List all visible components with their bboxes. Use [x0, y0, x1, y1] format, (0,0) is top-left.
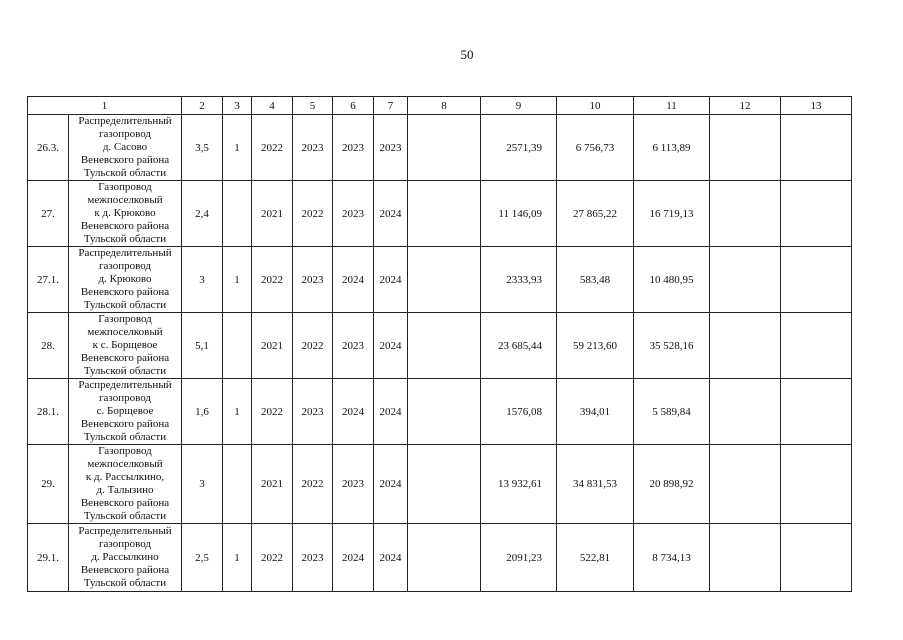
cell-col-7: 2024 — [374, 247, 408, 313]
cell-col-6: 2023 — [333, 115, 374, 181]
cell-col-13 — [781, 524, 852, 592]
cell-col-9: 23 685,44 — [481, 313, 557, 379]
cell-col-12 — [710, 247, 781, 313]
header-cell-3: 3 — [223, 97, 252, 115]
cell-col-6: 2024 — [333, 524, 374, 592]
cell-col-13 — [781, 313, 852, 379]
object-name-line: к д. Рассылкино, — [85, 471, 165, 483]
object-name-line: межпоселковый — [87, 326, 163, 338]
row-number: 29. — [28, 445, 69, 524]
cell-col-5: 2023 — [293, 115, 333, 181]
cell-col-12 — [710, 524, 781, 592]
cell-col-5: 2022 — [293, 445, 333, 524]
object-name-line: Веневского района — [80, 497, 170, 509]
cell-col-3: 1 — [223, 524, 252, 592]
cell-col-2: 3,5 — [182, 115, 223, 181]
page-number: 50 — [460, 47, 474, 62]
object-name — [69, 115, 182, 181]
cell-col-11: 16 719,13 — [634, 181, 710, 247]
object-name-line: Тульской области — [83, 167, 167, 179]
cell-col-3: 1 — [223, 115, 252, 181]
cell-col-12 — [710, 313, 781, 379]
cell-col-11: 35 528,16 — [634, 313, 710, 379]
row-number: 26.3. — [28, 115, 69, 181]
object-name-line: Веневского района — [80, 286, 170, 298]
header-cell-13: 13 — [781, 97, 852, 115]
cell-col-11: 6 113,89 — [634, 115, 710, 181]
cell-col-12 — [710, 379, 781, 445]
table-row — [28, 181, 852, 247]
object-name — [69, 181, 182, 247]
cell-col-12 — [710, 181, 781, 247]
object-name-line: Тульской области — [83, 577, 167, 589]
object-name-line: Распределительный — [78, 247, 172, 259]
object-name-line: к д. Крюково — [94, 207, 156, 219]
cell-col-10: 27 865,22 — [557, 181, 634, 247]
object-name-line: д. Сасово — [102, 141, 148, 153]
header-cell-4: 4 — [252, 97, 293, 115]
header-cell-8: 8 — [408, 97, 481, 115]
cell-col-13 — [781, 445, 852, 524]
cell-col-6: 2024 — [333, 247, 374, 313]
object-name-line: Распределительный — [78, 115, 172, 127]
cell-col-9: 2333,93 — [481, 247, 557, 313]
cell-col-10: 394,01 — [557, 379, 634, 445]
object-name — [69, 379, 182, 445]
cell-col-7: 2024 — [374, 524, 408, 592]
object-name-line: межпоселковый — [87, 194, 163, 206]
cell-col-5: 2022 — [293, 313, 333, 379]
cell-col-11: 8 734,13 — [634, 524, 710, 592]
cell-col-6: 2023 — [333, 181, 374, 247]
object-name-line: Распределительный — [78, 525, 172, 537]
cell-col-10: 522,81 — [557, 524, 634, 592]
header-cell-2: 2 — [182, 97, 223, 115]
object-name — [69, 445, 182, 524]
cell-col-5: 2023 — [293, 524, 333, 592]
object-name — [69, 313, 182, 379]
cell-col-8 — [408, 181, 481, 247]
object-name-line: с. Борщевое — [96, 405, 154, 417]
cell-col-3 — [223, 445, 252, 524]
cell-col-13 — [781, 379, 852, 445]
object-name-line: Веневского района — [80, 352, 170, 364]
cell-col-8 — [408, 247, 481, 313]
cell-col-4: 2021 — [252, 313, 293, 379]
cell-col-7: 2024 — [374, 181, 408, 247]
cell-col-4: 2022 — [252, 115, 293, 181]
cell-col-11: 20 898,92 — [634, 445, 710, 524]
cell-col-4: 2022 — [252, 524, 293, 592]
cell-col-9: 11 146,09 — [481, 181, 557, 247]
object-name-line: газопровод — [99, 260, 151, 272]
cell-col-10: 583,48 — [557, 247, 634, 313]
header-cell-11: 11 — [634, 97, 710, 115]
cell-col-2: 3 — [182, 247, 223, 313]
cell-col-12 — [710, 445, 781, 524]
object-name-line: д. Крюково — [98, 273, 152, 285]
object-name-line: Распределительный — [78, 379, 172, 391]
cell-col-3 — [223, 313, 252, 379]
header-cell-5: 5 — [293, 97, 333, 115]
object-name-line: Веневского района — [80, 154, 170, 166]
cell-col-5: 2023 — [293, 379, 333, 445]
header-cell-1: 1 — [28, 97, 182, 115]
cell-col-3: 1 — [223, 247, 252, 313]
cell-col-2: 1,6 — [182, 379, 223, 445]
cell-col-9: 1576,08 — [481, 379, 557, 445]
object-name-line: Тульской области — [83, 233, 167, 245]
cell-col-6: 2024 — [333, 379, 374, 445]
object-name-line: Веневского района — [80, 220, 170, 232]
data-table — [27, 96, 852, 592]
object-name — [69, 247, 182, 313]
object-name-line: газопровод — [99, 538, 151, 550]
object-name-line: Тульской области — [83, 299, 167, 311]
cell-col-9: 2571,39 — [481, 115, 557, 181]
object-name-line: Газопровод — [98, 313, 152, 325]
object-name-line: Тульской области — [83, 431, 167, 443]
cell-col-4: 2021 — [252, 445, 293, 524]
cell-col-7: 2024 — [374, 445, 408, 524]
object-name-line: газопровод — [99, 128, 151, 140]
table-row — [28, 247, 852, 313]
cell-col-7: 2024 — [374, 379, 408, 445]
object-name-line: д. Рассылкино — [91, 551, 159, 563]
cell-col-5: 2022 — [293, 181, 333, 247]
header-cell-9: 9 — [481, 97, 557, 115]
object-name-line: Тульской области — [83, 365, 167, 377]
row-number: 28.1. — [28, 379, 69, 445]
cell-col-9: 2091,23 — [481, 524, 557, 592]
cell-col-2: 2,4 — [182, 181, 223, 247]
cell-col-7: 2023 — [374, 115, 408, 181]
table-body — [28, 115, 852, 592]
cell-col-4: 2022 — [252, 247, 293, 313]
header-cell-6: 6 — [333, 97, 374, 115]
cell-col-3 — [223, 181, 252, 247]
object-name-line: Веневского района — [80, 564, 170, 576]
table-row — [28, 115, 852, 181]
object-name — [69, 524, 182, 592]
cell-col-3: 1 — [223, 379, 252, 445]
cell-col-7: 2024 — [374, 313, 408, 379]
object-name-line: Веневского района — [80, 418, 170, 430]
object-name-line: межпоселковый — [87, 458, 163, 470]
header-cell-7: 7 — [374, 97, 408, 115]
cell-col-11: 5 589,84 — [634, 379, 710, 445]
object-name-line: д. Талызино — [96, 484, 154, 496]
cell-col-2: 2,5 — [182, 524, 223, 592]
cell-col-2: 5,1 — [182, 313, 223, 379]
object-name-line: к с. Борщевое — [92, 339, 158, 351]
object-name-line: Газопровод — [98, 181, 152, 193]
cell-col-2: 3 — [182, 445, 223, 524]
row-number: 27. — [28, 181, 69, 247]
cell-col-8 — [408, 445, 481, 524]
cell-col-13 — [781, 115, 852, 181]
cell-col-10: 6 756,73 — [557, 115, 634, 181]
cell-col-8 — [408, 313, 481, 379]
cell-col-13 — [781, 247, 852, 313]
row-number: 29.1. — [28, 524, 69, 592]
table-row — [28, 379, 852, 445]
cell-col-12 — [710, 115, 781, 181]
cell-col-6: 2023 — [333, 445, 374, 524]
table-row — [28, 313, 852, 379]
cell-col-10: 34 831,53 — [557, 445, 634, 524]
cell-col-9: 13 932,61 — [481, 445, 557, 524]
cell-col-4: 2022 — [252, 379, 293, 445]
cell-col-8 — [408, 379, 481, 445]
cell-col-5: 2023 — [293, 247, 333, 313]
cell-col-10: 59 213,60 — [557, 313, 634, 379]
cell-col-4: 2021 — [252, 181, 293, 247]
object-name-line: газопровод — [99, 392, 151, 404]
row-number: 28. — [28, 313, 69, 379]
object-name-line: Газопровод — [98, 445, 152, 457]
header-cell-10: 10 — [557, 97, 634, 115]
header-cell-12: 12 — [710, 97, 781, 115]
cell-col-11: 10 480,95 — [634, 247, 710, 313]
row-number: 27.1. — [28, 247, 69, 313]
object-name-line: Тульской области — [83, 510, 167, 522]
cell-col-6: 2023 — [333, 313, 374, 379]
cell-col-13 — [781, 181, 852, 247]
table-row — [28, 524, 852, 592]
table-row — [28, 445, 852, 524]
cell-col-8 — [408, 115, 481, 181]
header-row — [28, 97, 852, 115]
cell-col-8 — [408, 524, 481, 592]
